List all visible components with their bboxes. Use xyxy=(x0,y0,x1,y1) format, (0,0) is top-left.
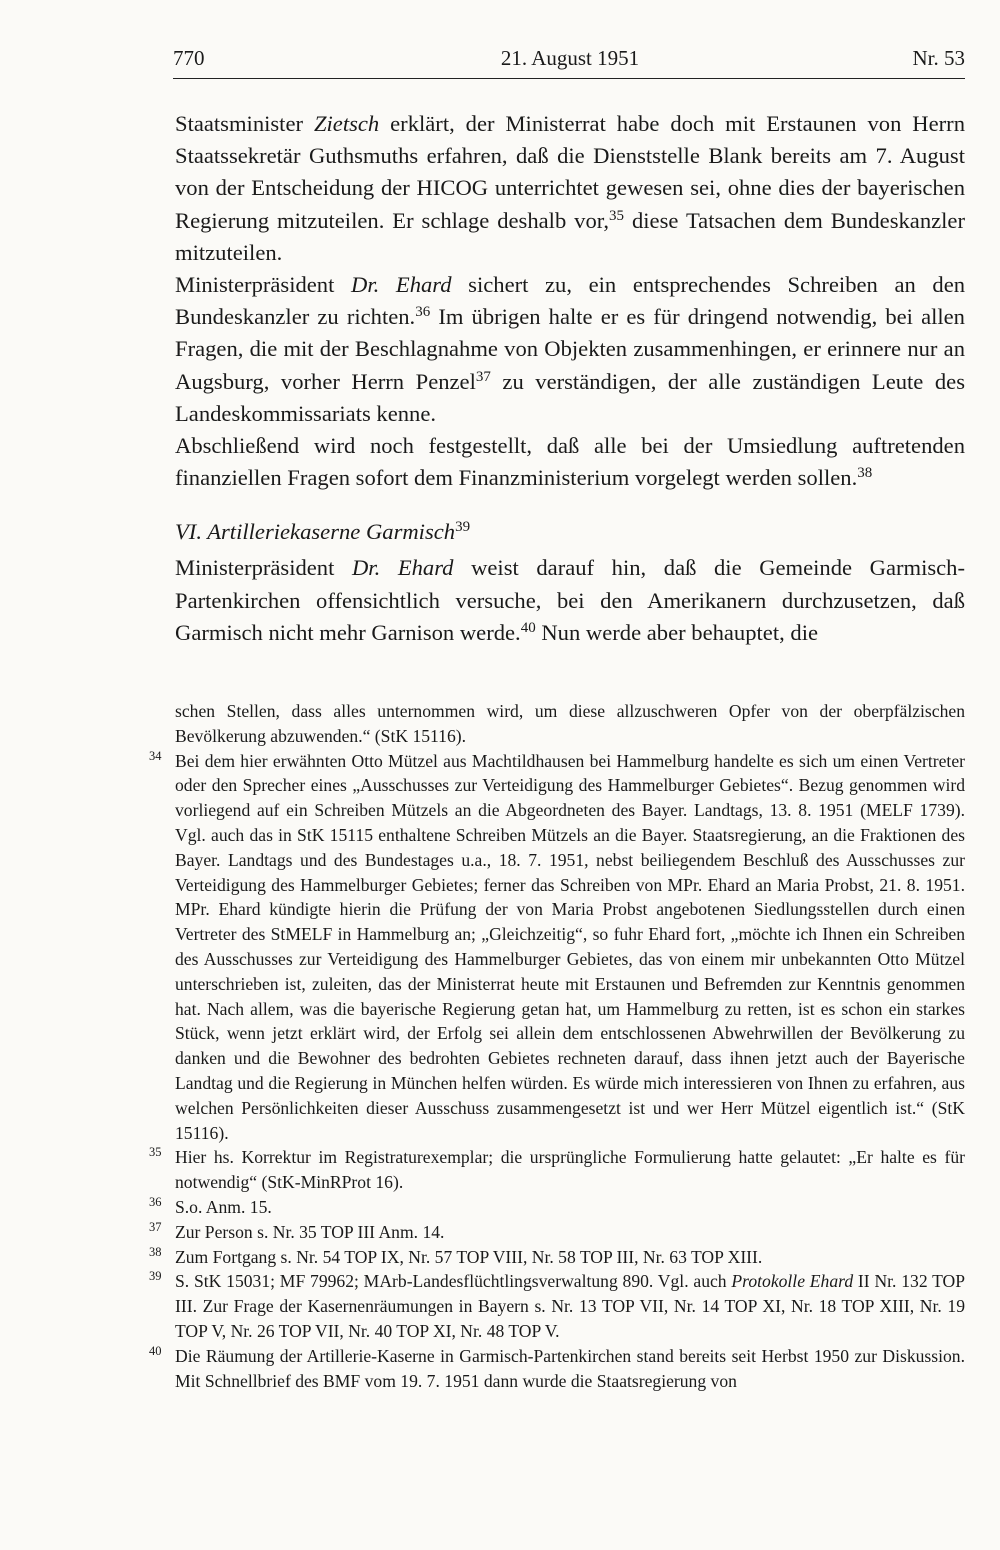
footnote-ref: 36 xyxy=(415,303,431,320)
footnote-text: Hier hs. Korrektur im Registraturexemplar; die ursprüngliche Formulierung hatte gelautet: „Er halte es für notwendig“ (StK-MinRProt 16). xyxy=(175,1147,965,1193)
footnote-text: Zum Fortgang s. Nr. 54 TOP IX, Nr. 57 TOP VIII, Nr. 58 TOP III, Nr. 63 TOP XIII. xyxy=(175,1246,763,1267)
footnote xyxy=(149,1219,965,1245)
footnote-text: S.o. Anm. 15. xyxy=(175,1196,272,1217)
paragraph xyxy=(175,552,965,649)
heading-text: VI. Artilleriekaserne Garmisch xyxy=(175,519,456,545)
footnote-text: S. StK 15031; MF 79962; MArb-Landesflüchtlingsverwaltung 890. Vgl. auch xyxy=(175,1271,732,1292)
text-run: sichert zu, ein entsprechendes Schreiben an den Bundeskanzler zu richten. xyxy=(175,272,966,330)
text-run: Im übrigen halte er es für dringend notwendig, bei allen Fragen, die mit der Beschlagnahme von Objekten zusammenhingen, er erinnere nur an Augsburg, vorher Herrn Penzel xyxy=(175,304,965,394)
footnote-number: 34 xyxy=(149,748,162,763)
footnote-text: Bei dem hier erwähnten Otto Mützel aus Machtildhausen bei Hammelburg handelte es sich um einen Vertreter oder den Sprecher eines „Ausschusses zur Verteidigung des Hammelburger Gebietes“. Bezug genommen wird vorliegend auf ein Schreiben Mützels an die Abgeordneten des Bayer. Landtags, 13. 8. 1951 (MELF 1739). Vgl. auch das in StK 15115 enthaltene Schreiben Mützels an die Bayer. Staatsregierung, an die Fraktionen des Bayer. Landtags und des Bundestages u.a., 18. 7. 1951, nebst beiliegendem Beschluß des Ausschusses zur Verteidigung des Hammelburger Gebietes; ferner das Schreiben von MPr. Ehard an Maria Probst, 21. 8. 1951. MPr. Ehard kündigte hierin die Prüfung der von Maria Probst angebotenen Siedlungsstellen durch einen Vertreter des StMELF in Hammelburg an; „Gleichzeitig“, so fuhr Ehard fort, „möchte ich Ihnen ein Schreiben des Ausschusses zur Verteidigung des Hammelburger Gebietes, das von einem mir unbekannten Otto Mützel unterschrieben ist, zuleiten, das der Ministerrat heute mit Erstaunen und Befremden zur Kenntnis genommen hat. Nach allem, was die bayerische Regierung getan hat, um Hammelburg zu retten, ist es schon ein starkes Stück, wenn jetzt erklärt wird, der Erfolg sei allein dem entschlossenen Abwehrwillen der Bevölkerung zu danken und die Bewohner des bedrohten Gebietes rechneten darauf, dass ihnen jetzt auch der Bayerische Landtag und die Regierung in München helfen würden. Es würde mich interessieren von Ihnen zu erfahren, aus welchen Persönlichkeiten dieser Ausschuss zusammengesetzt ist und wer Herr Mützel eigentlich ist.“ (StK 15116). xyxy=(175,750,965,1143)
footnote-continuation: schen Stellen, dass alles unternommen wird, um diese allzuschweren Opfer von der oberpfälzischen Bevölkerung abzuwenden.“ (StK 15116). xyxy=(175,701,965,746)
paragraph xyxy=(175,108,965,269)
text-run: weist darauf hin, daß die Gemeinde Garmisch-Partenkirchen offensichtlich versuche, bei den Amerikanern durchzusetzen, daß Garmisch nicht mehr Garnison werde. xyxy=(175,555,965,645)
footnote-number: 40 xyxy=(149,1343,162,1358)
text-run: Staatsminister xyxy=(175,111,314,136)
footnote-ref: 40 xyxy=(520,619,536,636)
speaker-name: Zietsch xyxy=(313,111,380,136)
text-run: Ministerpräsident xyxy=(175,555,352,581)
footnote-text: Zur Person s. Nr. 35 TOP III Anm. 14. xyxy=(175,1221,445,1242)
text-run: zu verständigen, der alle zuständigen Leute des Landeskommissariats kenne. xyxy=(175,368,965,426)
footnote xyxy=(149,1194,965,1220)
speaker-name: Dr. Ehard xyxy=(351,555,454,581)
footnote-number: 35 xyxy=(149,1145,162,1160)
document-number: Nr. 53 xyxy=(912,46,965,70)
speaker-name: Dr. Ehard xyxy=(351,272,452,298)
footnote-ref: 35 xyxy=(609,207,625,224)
footnote-text: Die Räumung der Artillerie-Kaserne in Garmisch-Partenkirchen stand bereits seit Herbst 1950 zur Diskussion. Mit Schnellbrief des BMF vom 19. 7. 1951 dann wurde die Staatsregierung von xyxy=(175,1345,965,1391)
paragraph xyxy=(175,430,965,494)
main-text xyxy=(175,108,965,649)
header-date: 21. August 1951 xyxy=(500,46,640,70)
footnote-ref: 37 xyxy=(475,368,491,385)
footnote xyxy=(149,1244,965,1270)
footnotes xyxy=(149,699,966,1393)
page-number: 770 xyxy=(173,46,205,70)
footnote xyxy=(149,1145,965,1195)
footnote-italic-title: Protokolle Ehard xyxy=(731,1271,854,1292)
footnote-ref: 39 xyxy=(455,519,471,536)
header-rule xyxy=(173,78,965,79)
footnote-number: 38 xyxy=(149,1244,162,1259)
footnote-number: 37 xyxy=(149,1219,162,1234)
text-run: diese Tatsachen dem Bundeskanzler mitzuteilen. xyxy=(175,207,965,265)
footnote xyxy=(149,748,965,1146)
footnote-number: 36 xyxy=(149,1194,162,1209)
text-run: Nun werde aber behauptet, die xyxy=(535,619,819,645)
footnote-number: 39 xyxy=(149,1269,162,1284)
footnote-ref: 38 xyxy=(857,464,873,481)
text-run: Abschließend wird noch festgestellt, daß alle bei der Umsiedlung auftretenden finanziellen Fragen sofort dem Finanzministerium vorgelegt werden sollen. xyxy=(175,433,965,491)
section-heading xyxy=(175,516,965,548)
footnote-text: II Nr. 132 TOP III. Zur Frage der Kasernenräumungen in Bayern s. Nr. 13 TOP VII, Nr. 14 TOP XI, Nr. 18 TOP XIII, Nr. 19 TOP V, Nr. 26 TOP VII, Nr. 40 TOP XI, Nr. 48 TOP V. xyxy=(175,1271,966,1341)
text-run: Ministerpräsident xyxy=(175,272,352,298)
footnote xyxy=(149,1343,965,1394)
paragraph xyxy=(175,269,965,430)
footnote xyxy=(149,1269,966,1343)
text-run: erklärt, der Ministerrat habe doch mit Erstaunen von Herrn Staatssekretär Guthsmuths erfahren, daß die Dienststelle Blank bereits am 7. August von der Entscheidung der HICOG unterrichtet gewesen sei, ohne dies der bayerischen Regierung mitzuteilen. Er schlage deshalb vor, xyxy=(175,111,965,233)
